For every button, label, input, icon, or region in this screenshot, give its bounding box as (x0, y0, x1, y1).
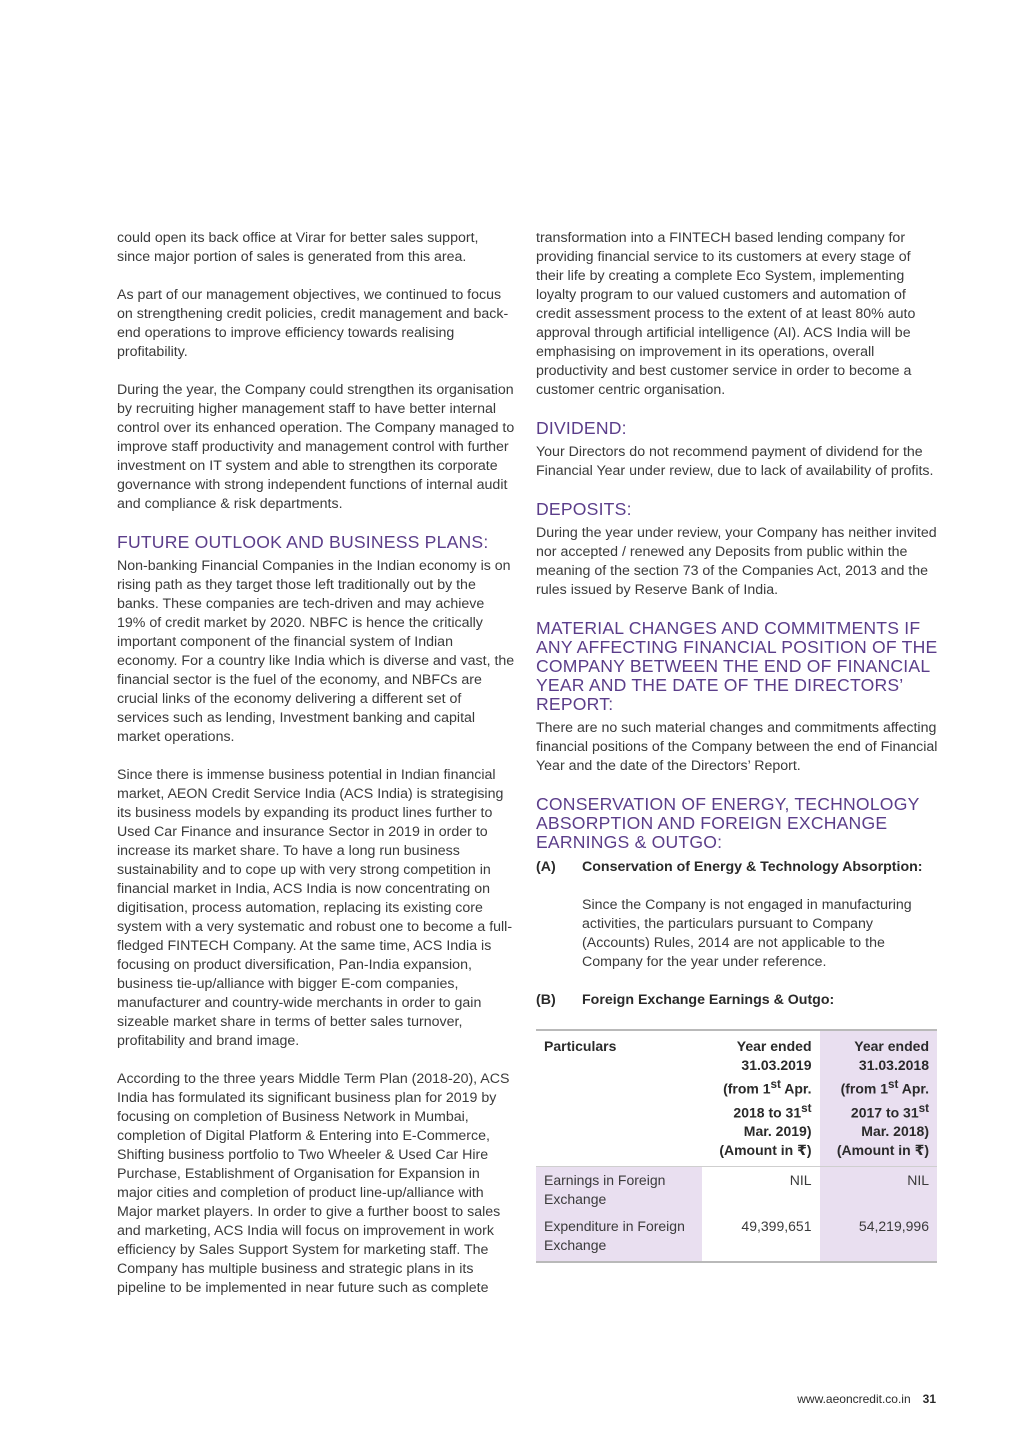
page-number: 31 (922, 1392, 936, 1406)
page-footer (797, 1392, 936, 1406)
left-column (117, 229, 515, 1317)
paragraph: transformation into a FINTECH based lending company for providing financial service to its customers at every stage of their life by creating a complete Eco System, implementing loyalty program to our valued customers and automation of credit assessment process to the extent of at least 80% auto approval through artificial intelligence (AI). ACS India will be emphasising on improvement in its operations, overall productivity and best customer service in order to become a customer centric organisation. (536, 230, 916, 398)
column-header-2019: Year ended 31.03.2019 (from 1st Apr. 2018 to 31st Mar. 2019) (Amount in ₹) (702, 1030, 820, 1167)
paragraph: During the year under review, your Company has neither invited nor accepted / renewed any Deposits from public within the meaning of the section 73 of the Companies Act, 2013 and the rules issued by Reserve Bank of India. (536, 525, 937, 598)
section-heading-deposits: DEPOSITS: (536, 499, 632, 519)
table-row (536, 1167, 937, 1214)
cell-2018: 54,219,996 (820, 1213, 938, 1262)
subsection-heading: Conservation of Energy & Technology Absorption: (582, 859, 923, 875)
paragraph: could open its back office at Virar for better sales support, since major portion of sales is generated from this area. (117, 230, 479, 265)
website-link[interactable]: www.aeoncredit.co.in (797, 1392, 911, 1406)
subsection-heading: Foreign Exchange Earnings & Outgo: (582, 992, 835, 1008)
subsection-letter: (A) (536, 859, 556, 875)
cell-2019: NIL (789, 1172, 812, 1189)
table-row (536, 1213, 937, 1262)
right-column (536, 229, 938, 1263)
section-heading-dividend: DIVIDEND: (536, 418, 627, 438)
paragraph: According to the three years Middle Term Plan (2018-20), ACS India has formulated its significant business plan for 2019 by focusing on completion of Business Network in Mumbai, completion of Digital Platform & Entering into E-Commerce, Shifting business portfolio to Two Wheeler & Used Car Hire Purchase, Establishment of Organisation for Expansion in major cities and completion of product line-up/alliance with Major market players. In order to give a further boost to sales and marketing, ACS India will focus on improvement in work efficiency by Sales Support System for marketing staff. The Company has multiple business and strategic plans in its pipeline to be implemented in near future such as complete (117, 1071, 510, 1296)
row-label: Earnings in Foreign Exchange (536, 1167, 702, 1214)
section-heading-conservation: CONSERVATION OF ENERGY, TECHNOLOGY ABSORPTION AND FOREIGN EXCHANGE EARNINGS & OUTGO: (536, 794, 920, 852)
section-heading-material-changes: MATERIAL CHANGES AND COMMITMENTS IF ANY AFFECTING FINANCIAL POSITION OF THE COMPANY BETWEEN THE END OF FINANCIAL YEAR AND THE DATE OF THE DIRECTORS’ REPORT: (536, 618, 938, 714)
paragraph: Your Directors do not recommend payment of dividend for the Financial Year under review, due to lack of availability of profits. (536, 444, 934, 479)
cell-2019: 49,399,651 (702, 1213, 820, 1262)
row-label: Expenditure in Foreign Exchange (536, 1213, 702, 1262)
paragraph: Since the Company is not engaged in manufacturing activities, the particulars pursuant to Company (Accounts) Rules, 2014 are not applicable to the Company for the year under reference. (582, 897, 912, 970)
subsection-b (536, 991, 938, 1010)
paragraph: During the year, the Company could strengthen its organisation by recruiting higher management staff to have better internal control over its enhanced operation. The Company managed to improve staff productivity and management control with further investment on IT system and able to strengthen its corporate governance with strong independent functions of internal audit and compliance & risk departments. (117, 382, 515, 512)
paragraph: Since there is immense business potential in Indian financial market, AEON Credit Service India (ACS India) is strategising its business models by expanding its product lines further to Used Car Finance and insurance Sector in 2019 in order to increase its market share. To have a long run business sustainability and to cope up with very strong competition in financial market in India, ACS India is now concentrating on digitisation, process automation, replacing its existing core system with a very systematic and robust one to become a full-fledged FINTECH Company. At the same time, ACS India is focusing on product diversification, Pan-India expansion, business tie-up/alliance with bigger E-com companies, manufacturer and country-wide merchants in order to gain sizeable market share in terms of better sales turnover, profitability and brand image. (117, 767, 513, 1049)
paragraph: As part of our management objectives, we continued to focus on strengthening credit policies, credit management and back-end operations to improve efficiency towards realising profitability. (117, 287, 509, 360)
table-header-row (536, 1030, 937, 1167)
paragraph: Non-banking Financial Companies in the Indian economy is on rising path as they target those left traditionally out by the banks. These companies are tech-driven and may achieve 19% of credit market by 2020. NBFC is hence the critically important component of the financial system of Indian economy. For a country like India which is diverse and vast, the financial sector is the fuel of the economy, and NBFCs are crucial links of the economy delivering a different set of services such as lending, Investment banking and capital market operations. (117, 558, 515, 745)
column-header-particulars: Particulars (536, 1030, 702, 1167)
paragraph: There are no such material changes and commitments affecting financial positions of the Company between the end of Financial Year and the date of the Directors’ Report. (536, 720, 938, 774)
column-header-2018: Year ended 31.03.2018 (from 1st Apr. 2017 to 31st Mar. 2018) (Amount in ₹) (820, 1030, 938, 1167)
foreign-exchange-table (536, 1029, 937, 1263)
cell-2018: NIL (820, 1167, 938, 1214)
subsection-a (536, 858, 938, 991)
section-heading-future-outlook: FUTURE OUTLOOK AND BUSINESS PLANS: (117, 532, 489, 552)
subsection-letter: (B) (536, 992, 556, 1008)
